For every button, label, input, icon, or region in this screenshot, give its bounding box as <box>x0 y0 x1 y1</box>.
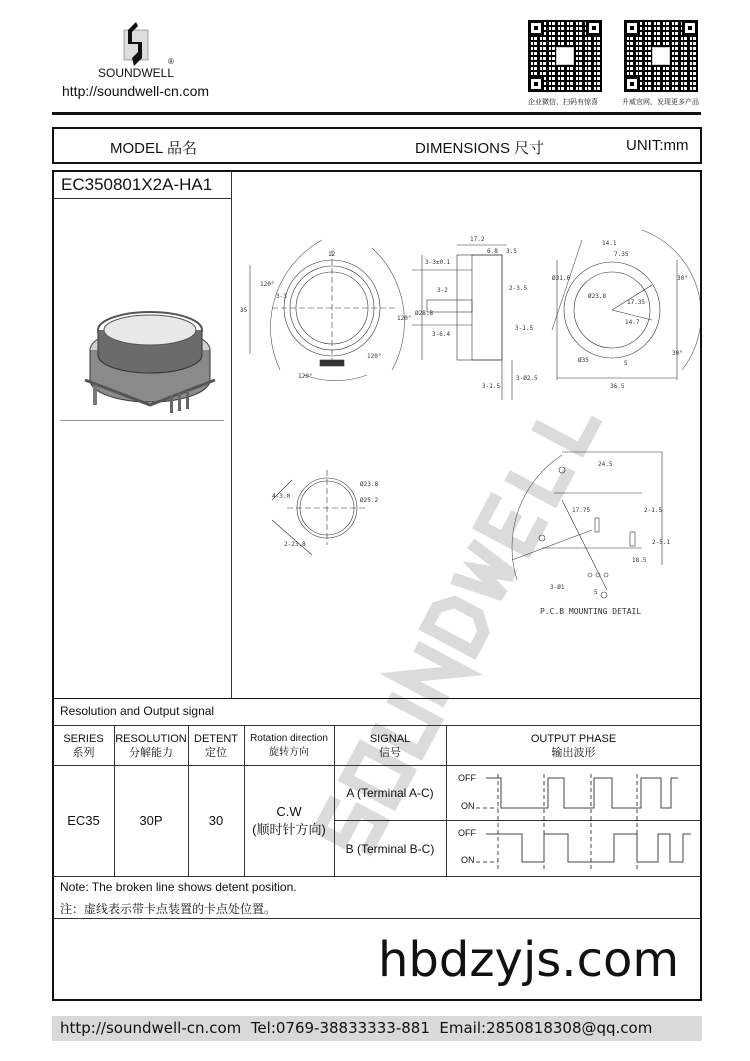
dim-label: 24.5 <box>598 461 613 468</box>
header-divider <box>52 112 701 115</box>
divider <box>53 876 701 877</box>
detent-lines <box>476 774 637 871</box>
dim-label: 2-3.5 <box>509 285 528 292</box>
logo <box>120 22 150 66</box>
output-phase-waveform <box>446 766 701 876</box>
dim-label: 18.5 <box>632 557 647 564</box>
header-resolution: RESOLUTION 分解能力 <box>115 732 187 759</box>
dim-label: 120° <box>260 281 275 288</box>
dim-label: 3-3 <box>276 293 287 300</box>
qr-caption-wechat: 企业微信，扫码有惊喜 <box>528 99 598 106</box>
model-label: MODEL 品名 <box>110 140 197 157</box>
qr-caption-website: 升威官网，发现更多产品 <box>622 99 699 106</box>
dimensions-label: DIMENSIONS 尺寸 <box>415 140 545 157</box>
dim-label: Ø23.8 <box>360 481 379 488</box>
level-off-b: OFF <box>458 828 476 838</box>
dim-label: 17.75 <box>572 507 591 514</box>
header-detent: DETENT 定位 <box>194 732 238 759</box>
header-output-phase: OUTPUT PHASE 输出波形 <box>530 732 617 759</box>
dim-label: 6.8 <box>487 248 498 255</box>
rotation-value: C.W (顺时针方向) <box>252 804 326 837</box>
header-url[interactable]: http://soundwell-cn.com <box>62 83 210 99</box>
signal-a: A (Terminal A-C) <box>346 786 434 800</box>
waveform-a <box>486 778 678 808</box>
dim-label: Ø35 <box>578 357 589 364</box>
dim-label: 30° <box>677 275 688 282</box>
dim-label: 35 <box>240 307 248 314</box>
waveform-b <box>486 834 691 862</box>
dim-label: 30° <box>672 350 683 357</box>
level-on-a: ON <box>461 801 475 811</box>
dim-label: 36.5 <box>610 383 625 390</box>
technical-drawings <box>232 200 700 620</box>
dim-label: 120° <box>367 353 382 360</box>
signal-b: B (Terminal B-C) <box>345 841 435 856</box>
resolution-value: 30P <box>139 813 163 828</box>
divider <box>60 420 224 421</box>
dim-label: 120° <box>298 373 313 380</box>
pcb-caption: P.C.B MOUNTING DETAIL <box>540 607 642 616</box>
model-name: EC350801X2A-HA1 <box>61 175 213 194</box>
divider <box>53 198 232 199</box>
side-view <box>412 245 512 400</box>
dim-label: 3-2 <box>437 287 448 294</box>
dim-label: 3.5 <box>506 248 517 255</box>
dim-label: 12 <box>328 251 336 258</box>
header-rotation: Rotation direction 旋转方向 <box>250 732 328 758</box>
dim-label: 3-Ø1 <box>550 584 565 591</box>
qr-code-website <box>624 20 698 92</box>
dim-label: 2-1.5 <box>644 507 663 514</box>
dim-label: 4-3.0 <box>272 493 291 500</box>
dim-label: 120° <box>397 315 412 322</box>
dim-label: 5 <box>624 360 628 367</box>
site-watermark: hbdzyjs.com <box>378 932 680 988</box>
dim-label: 2-5.1 <box>652 539 671 546</box>
dim-label: 2-23.8 <box>284 541 306 548</box>
level-on-b: ON <box>461 855 475 865</box>
dim-label: Ø31.6 <box>552 275 571 282</box>
signal-table-title: Resolution and Output signal <box>60 704 215 718</box>
registered-mark: ® <box>168 57 174 66</box>
pcb-mounting-detail <box>512 452 662 598</box>
footer-contact: http://soundwell-cn.com Tel:0769-38833333-881 Email:2850818308@qq.com <box>60 1019 653 1037</box>
dim-label: 5 <box>594 589 598 596</box>
dim-label: 3-1.5 <box>482 383 501 390</box>
dim-label: Ø28.8 <box>415 310 434 317</box>
dim-label: Ø23.8 <box>588 293 607 300</box>
product-image <box>75 300 225 415</box>
unit-label: UNIT:mm <box>626 137 689 154</box>
dim-label: 3-Ø2.5 <box>516 375 538 382</box>
dim-label: 3-3±0.1 <box>425 259 451 266</box>
dim-label: 7.35 <box>614 251 629 258</box>
header-series: SERIES 系列 <box>63 732 104 759</box>
dim-label: 14.7 <box>625 319 640 326</box>
dim-label: 14.1 <box>602 240 617 247</box>
dim-label: 3-6.4 <box>432 331 451 338</box>
series-value: EC35 <box>67 813 100 828</box>
divider <box>53 918 701 919</box>
detent-value: 30 <box>208 813 224 828</box>
divider <box>53 698 701 699</box>
dim-label: 17.35 <box>627 299 646 306</box>
dim-label: 3-1.5 <box>515 325 534 332</box>
dim-label: 17.2 <box>470 236 485 243</box>
note-english: Note: The broken line shows detent position. <box>60 880 297 894</box>
note-chinese: 注：虚线表示带卡点装置的卡点处位置。 <box>60 902 277 916</box>
level-off-a: OFF <box>458 773 476 783</box>
header-signal: SIGNAL 信号 <box>369 732 411 759</box>
dim-label: Ø25.2 <box>360 497 379 504</box>
brand-name: SOUNDWELL <box>98 66 175 80</box>
qr-code-wechat <box>528 20 602 92</box>
